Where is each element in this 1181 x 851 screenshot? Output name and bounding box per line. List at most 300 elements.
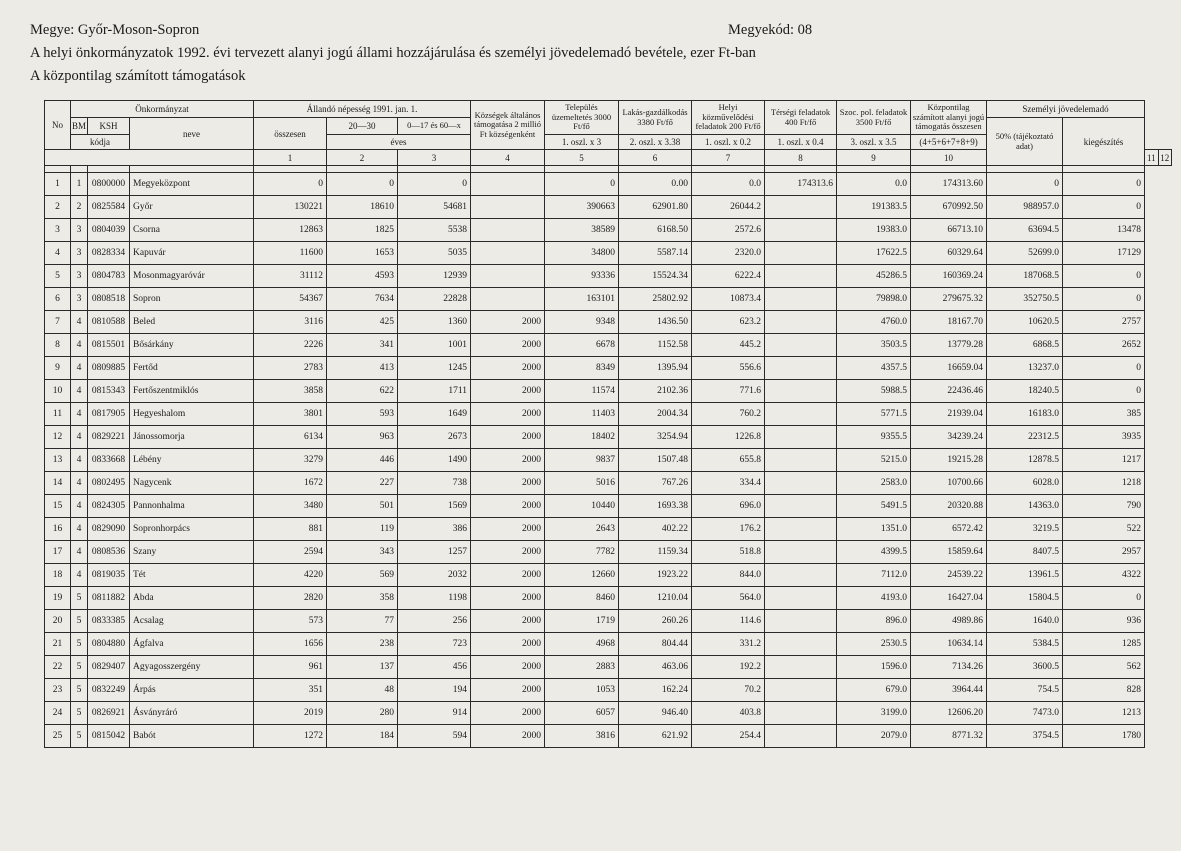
row-szoc-cell: 4760.0 (837, 311, 911, 334)
row-osszesen-cell: 1656 (254, 633, 327, 656)
row-bm-cell: 4 (71, 311, 88, 334)
row-017-cell: 1001 (398, 334, 471, 357)
formula-lakas: 2. oszl. x 3.38 (619, 135, 692, 150)
row-szja50-cell: 8407.5 (987, 541, 1063, 564)
row-2030-cell: 1825 (327, 219, 398, 242)
row-bm-cell: 4 (71, 495, 88, 518)
row-lakas-cell: 804.44 (619, 633, 692, 656)
row-ksh-cell: 0832249 (88, 679, 130, 702)
row-name-cell: Megyeközpont (130, 173, 254, 196)
row-ksh-cell: 0804783 (88, 265, 130, 288)
row-osszesen-cell: 0 (254, 173, 327, 196)
row-2030-cell: 963 (327, 426, 398, 449)
table-row (45, 495, 1172, 518)
row-bm-cell: 4 (71, 403, 88, 426)
row-kozpontilag-cell: 16427.04 (911, 587, 987, 610)
row-tersegi-cell (765, 587, 837, 610)
col-num-blank (45, 150, 254, 166)
row-szja50-cell: 5384.5 (987, 633, 1063, 656)
row-telepules-cell: 11574 (545, 380, 619, 403)
row-szoc-cell: 5771.5 (837, 403, 911, 426)
row-name-cell: Ásványráró (130, 702, 254, 725)
row-no-cell: 11 (45, 403, 71, 426)
row-osszesen-cell: 961 (254, 656, 327, 679)
row-szja50-cell: 6868.5 (987, 334, 1063, 357)
row-lakas-cell: 1923.22 (619, 564, 692, 587)
row-kozpontilag-cell: 10700.66 (911, 472, 987, 495)
table-row (45, 196, 1172, 219)
row-lakas-cell: 621.92 (619, 725, 692, 748)
row-kozpontilag-cell: 13779.28 (911, 334, 987, 357)
row-bm-cell: 4 (71, 472, 88, 495)
row-lakas-cell: 1210.04 (619, 587, 692, 610)
row-name-cell: Árpás (130, 679, 254, 702)
row-no-cell: 15 (45, 495, 71, 518)
row-helyi-cell: 334.4 (692, 472, 765, 495)
row-name-cell: Fertőd (130, 357, 254, 380)
row-no-cell: 25 (45, 725, 71, 748)
row-kozpontilag-cell: 22436.46 (911, 380, 987, 403)
col-telepules: Település üzemeltetés 3000 Ft/fő (545, 101, 619, 135)
col-num: 7 (692, 150, 765, 166)
row-telepules-cell: 4968 (545, 633, 619, 656)
row-ksh-cell: 0804039 (88, 219, 130, 242)
row-kieg-cell: 13478 (1063, 219, 1145, 242)
row-ksh-cell: 0828334 (88, 242, 130, 265)
row-kozsegek-cell: 2000 (471, 587, 545, 610)
row-osszesen-cell: 2019 (254, 702, 327, 725)
row-helyi-cell: 331.2 (692, 633, 765, 656)
row-kozsegek-cell: 2000 (471, 610, 545, 633)
row-osszesen-cell: 3801 (254, 403, 327, 426)
table-row (45, 518, 1172, 541)
row-helyi-cell: 2320.0 (692, 242, 765, 265)
row-szoc-cell: 191383.5 (837, 196, 911, 219)
row-2030-cell: 358 (327, 587, 398, 610)
row-2030-cell: 0 (327, 173, 398, 196)
row-szja50-cell: 22312.5 (987, 426, 1063, 449)
row-bm-cell: 1 (71, 173, 88, 196)
row-no-cell: 23 (45, 679, 71, 702)
row-telepules-cell: 0 (545, 173, 619, 196)
row-kieg-cell: 1217 (1063, 449, 1145, 472)
row-name-cell: Fertőszentmiklós (130, 380, 254, 403)
row-ksh-cell: 0825584 (88, 196, 130, 219)
table-row (45, 633, 1172, 656)
row-lakas-cell: 162.24 (619, 679, 692, 702)
row-helyi-cell: 6222.4 (692, 265, 765, 288)
row-lakas-cell: 62901.80 (619, 196, 692, 219)
row-017-cell: 2032 (398, 564, 471, 587)
formula-szoc: 3. oszl. x 3.5 (837, 135, 911, 150)
row-szja50-cell: 3219.5 (987, 518, 1063, 541)
row-bm-cell: 5 (71, 725, 88, 748)
row-kieg-cell: 0 (1063, 196, 1145, 219)
table-row (45, 541, 1172, 564)
row-kieg-cell: 4322 (1063, 564, 1145, 587)
row-szoc-cell: 2530.5 (837, 633, 911, 656)
row-telepules-cell: 6057 (545, 702, 619, 725)
row-szja50-cell: 1640.0 (987, 610, 1063, 633)
row-kieg-cell: 1218 (1063, 472, 1145, 495)
row-kozpontilag-cell: 16659.04 (911, 357, 987, 380)
row-telepules-cell: 18402 (545, 426, 619, 449)
row-no-cell: 19 (45, 587, 71, 610)
row-tersegi-cell (765, 472, 837, 495)
row-no-cell: 24 (45, 702, 71, 725)
row-telepules-cell: 9837 (545, 449, 619, 472)
row-telepules-cell: 11403 (545, 403, 619, 426)
row-lakas-cell: 1395.94 (619, 357, 692, 380)
row-kieg-cell: 562 (1063, 656, 1145, 679)
row-017-cell: 22828 (398, 288, 471, 311)
col-kodja: kódja (71, 135, 130, 150)
row-bm-cell: 4 (71, 564, 88, 587)
row-helyi-cell: 771.6 (692, 380, 765, 403)
row-osszesen-cell: 2594 (254, 541, 327, 564)
row-bm-cell: 4 (71, 541, 88, 564)
row-kozsegek-cell: 2000 (471, 403, 545, 426)
row-lakas-cell: 1507.48 (619, 449, 692, 472)
col-num: 10 (911, 150, 987, 166)
row-helyi-cell: 696.0 (692, 495, 765, 518)
row-no-cell: 10 (45, 380, 71, 403)
row-no-cell: 16 (45, 518, 71, 541)
row-kozsegek-cell (471, 242, 545, 265)
row-bm-cell: 4 (71, 518, 88, 541)
row-szoc-cell: 9355.5 (837, 426, 911, 449)
row-lakas-cell: 15524.34 (619, 265, 692, 288)
table-row (45, 311, 1172, 334)
row-szoc-cell: 2079.0 (837, 725, 911, 748)
row-no-cell: 4 (45, 242, 71, 265)
row-name-cell: Ágfalva (130, 633, 254, 656)
row-szja50-cell: 13237.0 (987, 357, 1063, 380)
row-kozsegek-cell (471, 219, 545, 242)
row-no-cell: 22 (45, 656, 71, 679)
table-row (45, 564, 1172, 587)
row-017-cell: 1711 (398, 380, 471, 403)
row-2030-cell: 227 (327, 472, 398, 495)
row-no-cell: 7 (45, 311, 71, 334)
formula-telepules: 1. oszl. x 3 (545, 135, 619, 150)
row-ksh-cell: 0811882 (88, 587, 130, 610)
row-017-cell: 1198 (398, 587, 471, 610)
table-row (45, 288, 1172, 311)
row-osszesen-cell: 3279 (254, 449, 327, 472)
table-row (45, 219, 1172, 242)
row-szja50-cell: 754.5 (987, 679, 1063, 702)
row-017-cell: 1569 (398, 495, 471, 518)
row-tersegi-cell (765, 541, 837, 564)
row-017-cell: 386 (398, 518, 471, 541)
row-tersegi-cell (765, 679, 837, 702)
row-szja50-cell: 18240.5 (987, 380, 1063, 403)
table-body (45, 173, 1172, 748)
row-017-cell: 738 (398, 472, 471, 495)
row-2030-cell: 425 (327, 311, 398, 334)
row-tersegi-cell (765, 426, 837, 449)
row-ksh-cell: 0833385 (88, 610, 130, 633)
col-no: No (45, 101, 71, 150)
row-szja50-cell: 14363.0 (987, 495, 1063, 518)
row-lakas-cell: 402.22 (619, 518, 692, 541)
row-osszesen-cell: 3858 (254, 380, 327, 403)
row-2030-cell: 18610 (327, 196, 398, 219)
row-osszesen-cell: 12863 (254, 219, 327, 242)
row-telepules-cell: 2883 (545, 656, 619, 679)
formula-tersegi: 1. oszl. x 0.4 (765, 135, 837, 150)
row-tersegi-cell (765, 702, 837, 725)
col-num: 2 (327, 150, 398, 166)
row-telepules-cell: 3816 (545, 725, 619, 748)
table-row (45, 656, 1172, 679)
row-telepules-cell: 7782 (545, 541, 619, 564)
row-helyi-cell: 192.2 (692, 656, 765, 679)
row-tersegi-cell (765, 311, 837, 334)
col-neve: neve (130, 118, 254, 150)
row-osszesen-cell: 3116 (254, 311, 327, 334)
row-kozsegek-cell: 2000 (471, 472, 545, 495)
col-group-szja: Személyi jövedelemadó (987, 101, 1145, 118)
row-bm-cell: 3 (71, 242, 88, 265)
row-szja50-cell: 187068.5 (987, 265, 1063, 288)
row-lakas-cell: 3254.94 (619, 426, 692, 449)
row-017-cell: 1257 (398, 541, 471, 564)
row-lakas-cell: 767.26 (619, 472, 692, 495)
row-kozsegek-cell: 2000 (471, 449, 545, 472)
col-tersegi: Térségi feladatok 400 Ft/fő (765, 101, 837, 135)
row-kieg-cell: 385 (1063, 403, 1145, 426)
col-num: 6 (619, 150, 692, 166)
row-helyi-cell: 254.4 (692, 725, 765, 748)
col-kieg: kiegészítés (1063, 118, 1145, 166)
row-telepules-cell: 8460 (545, 587, 619, 610)
row-2030-cell: 7634 (327, 288, 398, 311)
table-row (45, 449, 1172, 472)
row-ksh-cell: 0808518 (88, 288, 130, 311)
row-szoc-cell: 3503.5 (837, 334, 911, 357)
row-017-cell: 723 (398, 633, 471, 656)
row-name-cell: Bősárkány (130, 334, 254, 357)
row-name-cell: Jánossomorja (130, 426, 254, 449)
row-bm-cell: 5 (71, 610, 88, 633)
row-no-cell: 3 (45, 219, 71, 242)
row-telepules-cell: 34800 (545, 242, 619, 265)
row-helyi-cell: 70.2 (692, 679, 765, 702)
row-szoc-cell: 5215.0 (837, 449, 911, 472)
row-bm-cell: 4 (71, 449, 88, 472)
row-szoc-cell: 2583.0 (837, 472, 911, 495)
row-szoc-cell: 1596.0 (837, 656, 911, 679)
row-szoc-cell: 17622.5 (837, 242, 911, 265)
row-name-cell: Babót (130, 725, 254, 748)
row-2030-cell: 77 (327, 610, 398, 633)
row-lakas-cell: 0.00 (619, 173, 692, 196)
table-row (45, 242, 1172, 265)
row-szja50-cell: 10620.5 (987, 311, 1063, 334)
row-szoc-cell: 5988.5 (837, 380, 911, 403)
row-kozsegek-cell (471, 288, 545, 311)
col-bm: BM (71, 118, 88, 135)
row-017-cell: 0 (398, 173, 471, 196)
formula-kozpontilag: (4+5+6+7+8+9) (911, 135, 987, 150)
row-name-cell: Hegyeshalom (130, 403, 254, 426)
row-lakas-cell: 5587.14 (619, 242, 692, 265)
row-szoc-cell: 45286.5 (837, 265, 911, 288)
row-kozsegek-cell (471, 265, 545, 288)
row-kozpontilag-cell: 19215.28 (911, 449, 987, 472)
row-kozsegek-cell: 2000 (471, 334, 545, 357)
row-name-cell: Pannonhalma (130, 495, 254, 518)
row-tersegi-cell (765, 196, 837, 219)
row-no-cell: 13 (45, 449, 71, 472)
row-kozsegek-cell: 2000 (471, 702, 545, 725)
table-row (45, 265, 1172, 288)
row-017-cell: 5035 (398, 242, 471, 265)
row-kieg-cell: 0 (1063, 265, 1145, 288)
col-num: 1 (254, 150, 327, 166)
row-tersegi-cell (765, 288, 837, 311)
row-osszesen-cell: 351 (254, 679, 327, 702)
row-telepules-cell: 6678 (545, 334, 619, 357)
row-017-cell: 1490 (398, 449, 471, 472)
row-szja50-cell: 52699.0 (987, 242, 1063, 265)
row-telepules-cell: 8349 (545, 357, 619, 380)
document-title: A helyi önkormányzatok 1992. évi tervezett alanyi jogú állami hozzájárulása és személyi jövedelemadó bevétele, ezer Ft-ban (30, 45, 756, 61)
col-helyi: Helyi közművelődési feladatok 200 Ft/fő (692, 101, 765, 135)
row-szja50-cell: 3600.5 (987, 656, 1063, 679)
row-2030-cell: 4593 (327, 265, 398, 288)
row-kozpontilag-cell: 8771.32 (911, 725, 987, 748)
row-ksh-cell: 0809885 (88, 357, 130, 380)
row-szja50-cell: 988957.0 (987, 196, 1063, 219)
row-telepules-cell: 93336 (545, 265, 619, 288)
row-kieg-cell: 3935 (1063, 426, 1145, 449)
col-num: 9 (837, 150, 911, 166)
row-kieg-cell: 1780 (1063, 725, 1145, 748)
row-2030-cell: 184 (327, 725, 398, 748)
col-szja50: 50% (tájékoztató adat) (987, 118, 1063, 166)
row-telepules-cell: 1053 (545, 679, 619, 702)
row-bm-cell: 2 (71, 196, 88, 219)
row-kozpontilag-cell: 21939.04 (911, 403, 987, 426)
row-telepules-cell: 163101 (545, 288, 619, 311)
row-helyi-cell: 518.8 (692, 541, 765, 564)
row-szoc-cell: 679.0 (837, 679, 911, 702)
row-lakas-cell: 2102.36 (619, 380, 692, 403)
col-lakas: Lakás-gazdálkodás 3380 Ft/fő (619, 101, 692, 135)
row-ksh-cell: 0800000 (88, 173, 130, 196)
col-num: 4 (471, 150, 545, 166)
col-kozsegek: Községek általános támogatása 2 millió Ft községenként (471, 101, 545, 150)
row-017-cell: 456 (398, 656, 471, 679)
col-num: 5 (545, 150, 619, 166)
row-kieg-cell: 1213 (1063, 702, 1145, 725)
col-017: 0—17 és 60—x (398, 118, 471, 135)
row-name-cell: Nagycenk (130, 472, 254, 495)
row-kieg-cell: 0 (1063, 380, 1145, 403)
row-kieg-cell: 1285 (1063, 633, 1145, 656)
row-kieg-cell: 2757 (1063, 311, 1145, 334)
row-lakas-cell: 463.06 (619, 656, 692, 679)
row-tersegi-cell (765, 495, 837, 518)
table-row (45, 472, 1172, 495)
row-kozsegek-cell: 2000 (471, 518, 545, 541)
row-ksh-cell: 0829221 (88, 426, 130, 449)
row-name-cell: Acsalag (130, 610, 254, 633)
row-kieg-cell: 790 (1063, 495, 1145, 518)
row-ksh-cell: 0829407 (88, 656, 130, 679)
col-szoc: Szoc. pol. feladatok 3500 Ft/fő (837, 101, 911, 135)
row-osszesen-cell: 31112 (254, 265, 327, 288)
row-osszesen-cell: 2820 (254, 587, 327, 610)
row-name-cell: Sopronhorpács (130, 518, 254, 541)
row-017-cell: 1360 (398, 311, 471, 334)
row-bm-cell: 3 (71, 288, 88, 311)
row-ksh-cell: 0810588 (88, 311, 130, 334)
row-no-cell: 14 (45, 472, 71, 495)
row-no-cell: 18 (45, 564, 71, 587)
row-osszesen-cell: 573 (254, 610, 327, 633)
row-017-cell: 54681 (398, 196, 471, 219)
row-kozsegek-cell: 2000 (471, 633, 545, 656)
row-017-cell: 194 (398, 679, 471, 702)
table-row (45, 679, 1172, 702)
row-kozsegek-cell: 2000 (471, 725, 545, 748)
row-2030-cell: 343 (327, 541, 398, 564)
row-helyi-cell: 114.6 (692, 610, 765, 633)
table-row (45, 610, 1172, 633)
row-telepules-cell: 390663 (545, 196, 619, 219)
row-lakas-cell: 1152.58 (619, 334, 692, 357)
row-ksh-cell: 0802495 (88, 472, 130, 495)
row-telepules-cell: 2643 (545, 518, 619, 541)
row-kieg-cell: 0 (1063, 357, 1145, 380)
row-kozpontilag-cell: 10634.14 (911, 633, 987, 656)
row-osszesen-cell: 11600 (254, 242, 327, 265)
row-kozpontilag-cell: 160369.24 (911, 265, 987, 288)
row-szja50-cell: 6028.0 (987, 472, 1063, 495)
row-name-cell: Győr (130, 196, 254, 219)
row-kieg-cell: 2652 (1063, 334, 1145, 357)
row-lakas-cell: 1159.34 (619, 541, 692, 564)
row-017-cell: 594 (398, 725, 471, 748)
row-osszesen-cell: 881 (254, 518, 327, 541)
row-szja50-cell: 16183.0 (987, 403, 1063, 426)
row-lakas-cell: 6168.50 (619, 219, 692, 242)
row-telepules-cell: 5016 (545, 472, 619, 495)
row-name-cell: Lébény (130, 449, 254, 472)
row-kozpontilag-cell: 670992.50 (911, 196, 987, 219)
table-row (45, 725, 1172, 748)
row-name-cell: Agyagosszergény (130, 656, 254, 679)
row-lakas-cell: 946.40 (619, 702, 692, 725)
row-osszesen-cell: 2226 (254, 334, 327, 357)
row-bm-cell: 5 (71, 633, 88, 656)
row-bm-cell: 3 (71, 219, 88, 242)
row-szoc-cell: 4357.5 (837, 357, 911, 380)
row-kozpontilag-cell: 174313.60 (911, 173, 987, 196)
col-num: 8 (765, 150, 837, 166)
row-kozpontilag-cell: 20320.88 (911, 495, 987, 518)
row-kozpontilag-cell: 24539.22 (911, 564, 987, 587)
row-2030-cell: 501 (327, 495, 398, 518)
row-2030-cell: 119 (327, 518, 398, 541)
table-row (45, 426, 1172, 449)
row-name-cell: Tét (130, 564, 254, 587)
row-no-cell: 17 (45, 541, 71, 564)
